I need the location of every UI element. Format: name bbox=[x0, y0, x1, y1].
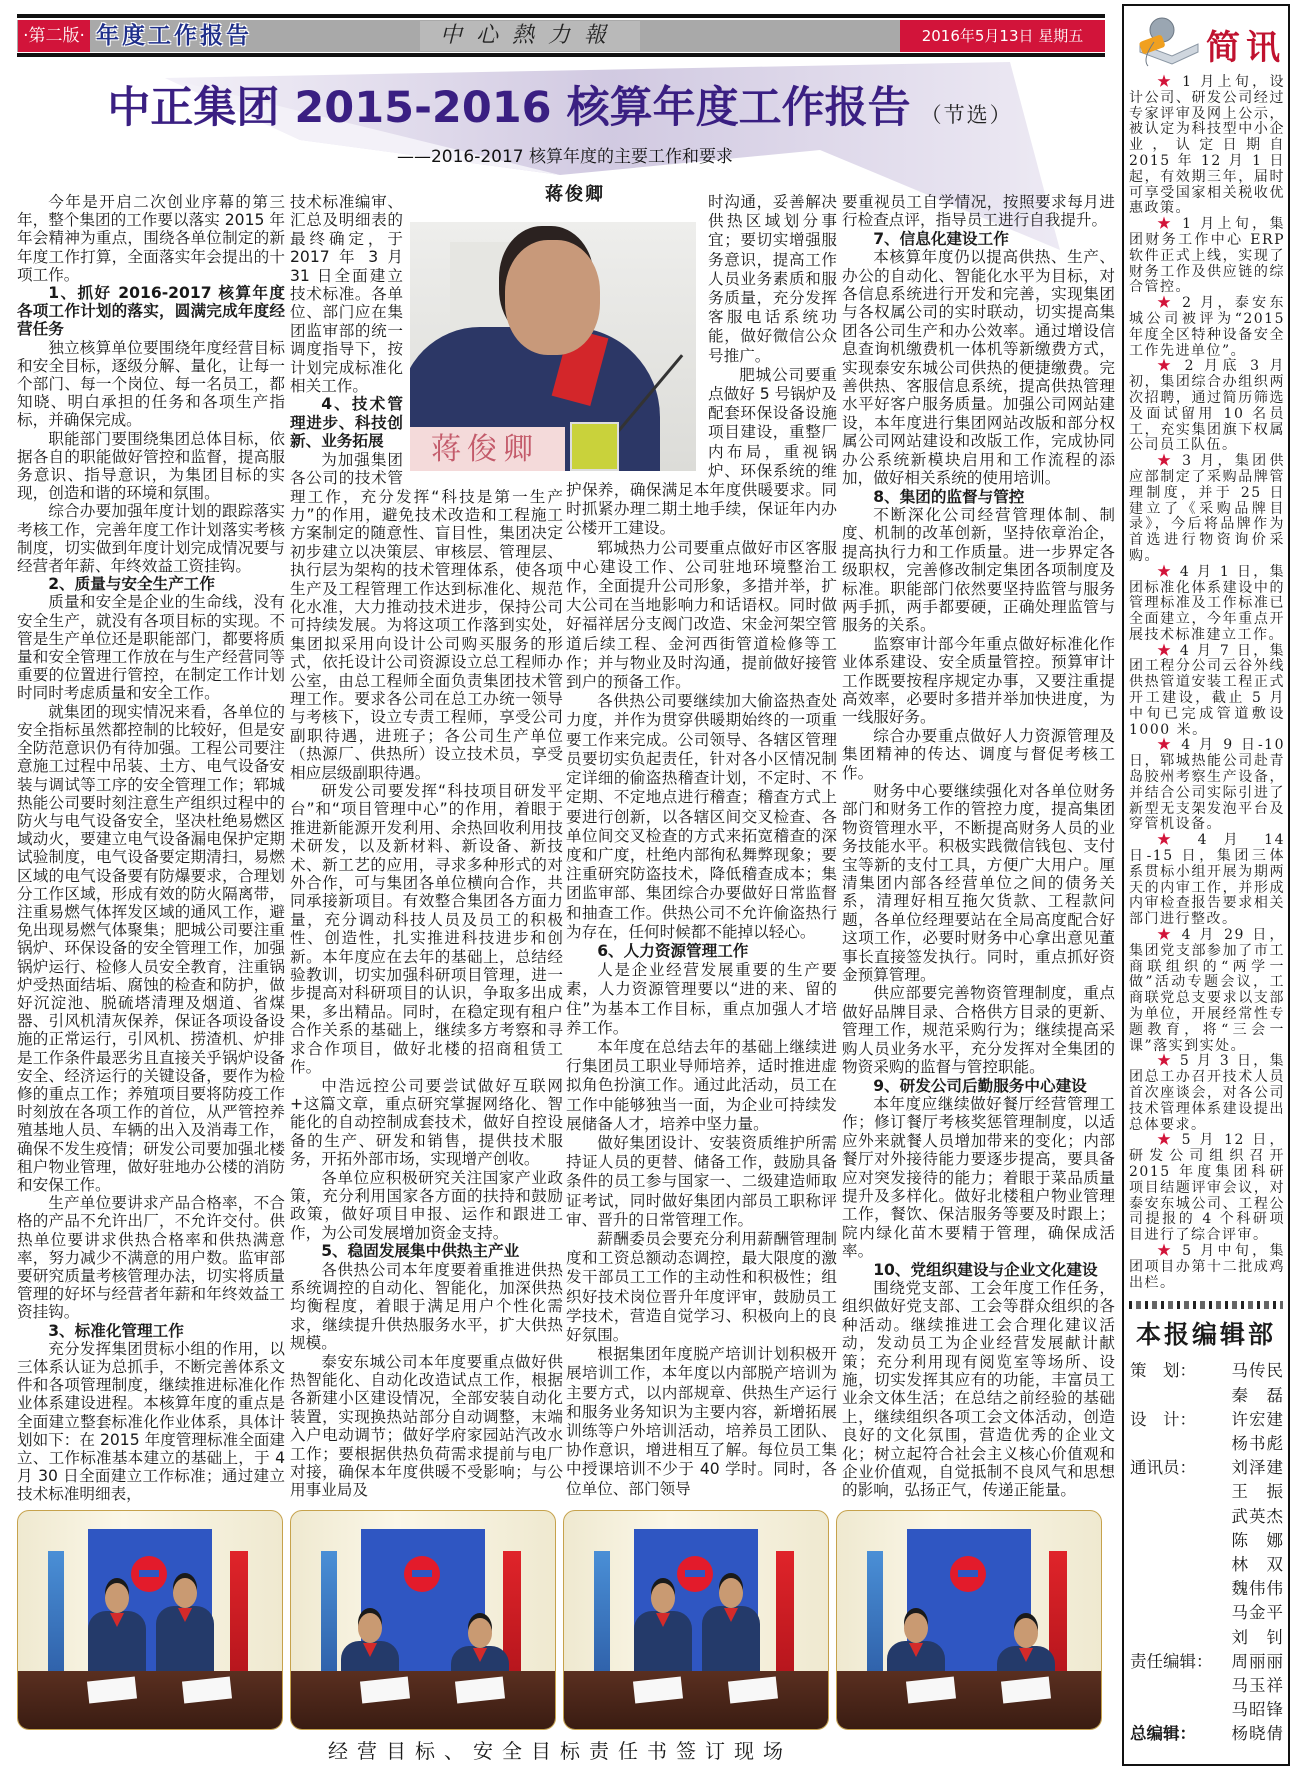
conference-desk bbox=[291, 1671, 555, 1729]
editorial-role: 责任编辑： bbox=[1130, 1651, 1213, 1671]
paragraph: 本年度在总结去年的基础上继续进行集团员工职业导师培养，适时推进虚拟角色扮演工作。通过此活动，员工在工作中能够独当一面，为企业可持续发展储备人才，培养中坚力量。 bbox=[566, 1037, 837, 1133]
star-icon: ★ bbox=[1157, 1242, 1183, 1259]
section-heading: 8、集团的监督与管控 bbox=[873, 487, 1025, 506]
paragraph: 中浩远控公司要尝试做好互联网+这篇文章，重点研究掌握网络化、智能化的自动控制成套技术，做好自控设备的生产、研发和销售，提供技术服务，开拓外部市场，实现增产创收。 bbox=[290, 1076, 563, 1169]
news-brief-sidebar bbox=[1122, 4, 1290, 1766]
issue-date: 2016年5月13日 星期五 bbox=[900, 20, 1105, 52]
company-logo bbox=[404, 1556, 440, 1592]
conference-desk bbox=[564, 1671, 828, 1729]
signing-photo bbox=[17, 1510, 283, 1730]
news-brief-item bbox=[1129, 738, 1285, 833]
news-brief-item bbox=[1129, 928, 1285, 1054]
national-flag bbox=[776, 1551, 794, 1681]
editor-name: 马传民 bbox=[1231, 1361, 1284, 1381]
paragraph: 质量和安全是企业的生命线，没有安全生产，就没有各项目标的实现。不管是生产单位还是职能部门，都要将质量和安全管理工作放在与生产经营同等重要的位置进行管控，在制定工作计划时同时考虑质量和安全工作。 bbox=[17, 593, 285, 703]
news-brief-text: 1 月上旬，集团财务工作中心 ERP 软件正式上线，实现了财务工作及供应链的综合管控。 bbox=[1129, 216, 1285, 296]
editorial-role: 总编辑： bbox=[1130, 1724, 1196, 1744]
news-brief-text: 2 月底 3 月初，集团综合办组织两次招聘，通过简历筛选及面试留用 10 名员工，充实集团旗下权属公司员工队伍。 bbox=[1129, 358, 1285, 454]
editor-name: 马昭锋 bbox=[1231, 1700, 1284, 1720]
news-brief-item bbox=[1129, 454, 1285, 565]
conference-desk bbox=[18, 1671, 282, 1729]
signing-photo bbox=[836, 1510, 1102, 1730]
section-heading: 1、抓好 2016-2017 核算年度各项工作计划的落实，圆满完成年度经营任务 bbox=[17, 284, 285, 339]
news-brief-text: 5 月 12 日，研发公司组织召开 2015 年度集团科研项目结题评审会议，对泰安东城公司、工程公司提报的 4 个科研项目进行了综合评审。 bbox=[1129, 1132, 1286, 1244]
news-brief-item bbox=[1129, 833, 1285, 928]
news-brief-item bbox=[1129, 217, 1285, 296]
news-brief-text: 3 月，集团供应部制定了采购品牌管理制度，并于 25 日建立了《采购品牌目录》，今后将品牌作为首选进行物资询价采购。 bbox=[1129, 453, 1285, 564]
paragraph: 各单位应积极研究关注国家产业政策，充分利用国家各方面的扶持和鼓励政策，做好项目申报、运作和跟进工作，为公司发展增加资金支持。 bbox=[290, 1168, 563, 1242]
editor-name: 杨晓倩 bbox=[1231, 1724, 1284, 1744]
speaker-head bbox=[505, 240, 600, 355]
section-heading: 6、人力资源管理工作 bbox=[597, 941, 749, 960]
star-icon: ★ bbox=[1157, 1053, 1180, 1070]
paragraph: 本核算年度仍以提高供热、生产、办公的自动化、智能化水平为目标，对各信息系统进行开发和完善，实现集团与各权属公司的实时联动，切实提高集团各公司生产和办公效率。通过增设信息查询机缴费机一体机等新缴费方式，实现泰安东城公司供热的便捷缴费。完善供热、客服信息系统，提高供热管理水平好客户服务质量。加强公司网站建设，本年度进行集团网站改版和部分权属公司网站建设和改版工作，完成协同办公系统新模块启用和工作流程的添加，做好相关系统的使用培训。 bbox=[842, 248, 1115, 488]
paragraph: 各供热公司本年度要着重推进供热系统调控的自动化、智能化，加深供热均衡程度，着眼于满足用户个性化需求，继续提升供热服务水平，扩大供热规模。 bbox=[290, 1260, 563, 1353]
paragraph: 职能部门要围绕集团总体目标，依据各自的职能做好管控和监督，提高服务意识、指导意识，为集团目标的实现，创造和谐的环境和氛围。 bbox=[17, 429, 285, 503]
editor-name: 王 振 bbox=[1231, 1482, 1284, 1502]
star-icon: ★ bbox=[1157, 74, 1183, 90]
paragraph: 郓城热力公司要重点做好市区客服中心建设工作、公司驻地环境整治工作，全面提升公司形象，多措并举，扩大公司在当地影响力和话语权。同时做好福祥居分支阀门改造、宋金河架空管道后续工程、金河西街管道检修等工作；并与物业及时沟通，提前做好接管到户的预备工作。 bbox=[566, 538, 837, 692]
news-brief-text: 4 月 9 日-10 日，郓城热能公司赴青岛胶州考察生产设备，并结合公司实际引进了新型无支架发泡平台及穿管机设备。 bbox=[1129, 737, 1285, 833]
editor-name: 秦 磊 bbox=[1231, 1385, 1284, 1405]
article-title bbox=[60, 82, 1060, 141]
news-brief-item bbox=[1129, 359, 1285, 454]
star-icon: ★ bbox=[1157, 216, 1183, 233]
editor-name: 魏伟伟 bbox=[1231, 1579, 1284, 1599]
paragraph: 围绕党支部、工会年度工作任务，组织做好党支部、工会等群众组织的各种活动。继续推进工会合理化建议活动，发动员工为企业经营发展献计献策；充分利用现有阅览室等场所、设施，切实发挥其应有的功能，丰富员工业余文体生活；在总结之前经验的基础上，继续组织各项工会文体活动，创造良好的文化氛围，营造优秀的企业文化；树立起符合社会主义核心价值观和企业价值观，自觉抵制不良风气和思想的影响，弘扬正气，传递正能量。 bbox=[842, 1278, 1115, 1500]
editor-name: 武英杰 bbox=[1231, 1506, 1284, 1526]
sidebar-content bbox=[1124, 6, 1288, 1747]
editorial-names bbox=[1218, 1650, 1284, 1723]
section-heading: 10、党组织建设与企业文化建设 bbox=[873, 1260, 1098, 1279]
editor-name: 杨书彪 bbox=[1231, 1433, 1284, 1453]
news-brief-text: 2 月，泰安东城公司被评为“2015 年度全区特种设备安全工作先进单位”。 bbox=[1129, 295, 1285, 359]
flag bbox=[321, 1551, 337, 1681]
star-icon: ★ bbox=[1157, 737, 1182, 754]
news-brief-text: 4 月 14 日-15 日，集团三体系贯标小组开展为期两天的内审工作，并形成内审检查报告要求相关部门进行整改。 bbox=[1129, 832, 1286, 928]
news-brief-item bbox=[1129, 1244, 1285, 1291]
editorial-board-list bbox=[1130, 1359, 1284, 1746]
editorial-row bbox=[1130, 1650, 1284, 1723]
editor-name: 马金平 bbox=[1231, 1603, 1284, 1623]
section-heading: 2、质量与安全生产工作 bbox=[48, 575, 215, 594]
signing-photo bbox=[290, 1510, 556, 1730]
flag bbox=[594, 1551, 610, 1681]
article-column-4 bbox=[842, 193, 1115, 1500]
news-brief-text: 5 月 3 日，集团总工办召开技术人员首次座谈会，对各公司技术管理体系建设提出总体要求。 bbox=[1129, 1053, 1285, 1133]
paragraph: 为加强集团各公司的技术管理工作，充分发挥“科技是第一生产力”的作用，避免技术改造和工程施工方案制定的随意性、盲目性，集团决定初步建立以决策层、审核层、管理层、执行层为架构的技术管理体系，使各项生产及工程管理工作达到标准化、规范化水准，大力推动技术进步，保持公司可持续发展。为将这项工作落到实处，集团拟采用向设计公司购买服务的形式，依托设计公司资源设立总工程师办公室，由总工程师全面负责集团技术管理工作。要求各公司在总工办统一领导与考核下，设立专责工程师，享受公司副职待遇，进班子；各公司生产单位（热源厂、供热所）设立技术员，享受相应层级副职待遇。 bbox=[290, 450, 563, 782]
star-icon: ★ bbox=[1157, 927, 1182, 944]
paragraph: 监察审计部今年重点做好标准化作业体系建设、安全质量管控。预算审计工作既要按程序规定办事，又要注重提高效率，必要时多措并举加快进度，为一线服好务。 bbox=[842, 634, 1115, 727]
news-brief-text: 4 月 7 日，集团工程分公司云谷外线供热管道安装工程正式开工建设，截止 5 月中旬已完成管道敷设 1000 米。 bbox=[1129, 642, 1285, 738]
section-heading: 5、稳固发展集中供热主产业 bbox=[321, 1242, 520, 1261]
paragraph: 肥城公司要重点做好 5 号锅炉及配套环保设备设施项目建设，重整厂内布局，重视锅炉、环保系统的维护保养，确保满足本年度供暖要求。同时抓紧办理二期土地手续，保证年内办公楼开工建设。 bbox=[566, 365, 837, 538]
paragraph: 时沟通，妥善解决供热区域划分事宜；要切实增强服务意识，提高工作人员业务素质和服务质量，充分发挥客服电话系统功能，做好微信公众号推广。 bbox=[708, 193, 837, 365]
editorial-names bbox=[1218, 1722, 1284, 1746]
news-microphone-icon bbox=[1132, 14, 1202, 69]
editorial-names bbox=[1218, 1456, 1284, 1650]
news-brief-item bbox=[1129, 1054, 1285, 1133]
editor-name: 陈 娜 bbox=[1231, 1530, 1284, 1550]
editor-name: 刘泽建 bbox=[1231, 1458, 1284, 1478]
news-brief-item bbox=[1129, 644, 1285, 739]
editorial-row bbox=[1130, 1456, 1284, 1650]
article-subtitle: ——2016-2017 核算年度的主要工作和要求 bbox=[396, 147, 734, 167]
news-brief-item bbox=[1129, 75, 1285, 217]
paragraph: 财务中心要继续强化对各单位财务部门和财务工作的管控力度，提高集团物资管理水平，不断提高财务人员的业务技能水平。积极实践微信钱包、支付宝等新的支付工具，方便广大用户。厘清集团内部各经营单位之间的债务关系，清理好相互拖欠货款、工程款问题，各单位经理要站在全局高度配合好这项工作，必要时财务中心拿出意见董事长直接签发执行。同时，重点抓好资金预算管理。 bbox=[842, 782, 1115, 985]
paragraph: 技术标准编审、汇总及明细表的最终确定，于 2017 年 3 月 31 日全面建立技术标准。各单位、部门应在集团监审部的统一调度指导下，按计划完成标准化相关工作。 bbox=[290, 193, 403, 396]
company-logo bbox=[677, 1556, 713, 1592]
editor-name: 许宏建 bbox=[1231, 1409, 1284, 1429]
title-text: 中正集团 2015-2016 核算年度工作报告 bbox=[107, 83, 911, 133]
news-brief-text: 4 月 1 日，集团标准化体系建设中的管理标准及工作标准已全面建立，今年重点开展技术标准建立工作。 bbox=[1129, 563, 1285, 643]
star-icon: ★ bbox=[1157, 295, 1183, 312]
editor-name: 马玉祥 bbox=[1231, 1676, 1284, 1695]
paragraph: 充分发挥集团贯标小组的作用，以三体系认证为总抓手，不断完善体系文件和各项管理制度，继续推进标准化作业体系建设进程。本核算年度的重点是全面建立整套标准化作业体系，具体计划如下：在 2015 年度管理标准全面建立、工作标准基本建立的基础上，于 4 月 30 日全面建立工作标准；通过建立技术标准明细表， bbox=[17, 1339, 285, 1504]
news-brief-text: 4 月 29 日，集团党支部参加了市工商联组织的“两学一做”活动专题会议，工商联党总支要求以支部为单位，开展经常性专题教育，将“三会一课”落实到实处。 bbox=[1129, 927, 1286, 1054]
news-brief-item bbox=[1129, 296, 1285, 359]
paragraph: 独立核算单位要围绕年度经营目标和安全目标，逐级分解、量化，让每一个部门、每一个岗位、每一名员工，都知晓、明白承担的任务和各项生产指标，并确保完成。 bbox=[17, 338, 285, 430]
editorial-role: 策 划： bbox=[1130, 1361, 1196, 1381]
paragraph: 根据集团年度脱产培训计划积极开展培训工作，本年度以内部脱产培训为主要方式，以内部规章、供热生产运行和服务业务知识为主要内容，新增拓展训练等户外培训活动，培养员工团队、协作意识，增进相互了解。每位员工集中授课培训不少于 40 学时。同时，各位单位、部门领导 bbox=[566, 1345, 837, 1498]
paragraph: 就集团的现实情况来看，各单位的安全指标虽然都控制的比较好，但是安全防范意识仍有待加强。工程公司要注意施工过程中吊装、土方、电气设备安装与调试等工序的安全管理工作；郓城热能公司要时刻注意生产组织过程中的防火与电气设备安全，坚决杜绝易燃区域动火，要建立电气设备漏电保护定期试验制度，电气设备要定期清扫，易燃区域的电气设备要有防爆要求，合理划分工作区域，形成有效的防火隔离带，注重易燃气体挥发区域的通风工作，避免出现易燃气体聚集；肥城公司要注重锅炉、环保设备的安全管理工作，加强锅炉运行、检修人员安全教育，注重锅炉受热面结垢、腐蚀的检查和防护，做好沉淀池、脱硫塔清理及烟道、省煤器、引风机清灰保养，保证各项设备设施的正常运行，引风机、捞渣机、炉排是工作条件最恶劣且直接关乎锅炉设备安全、经济运行的关键设备，要作为检修的重点工作；养殖项目要将防疫工作时刻放在各项工作的首位，从严管控养殖基地人员、车辆的出入及消毒工作，确保不发生疫情；研发公司要加强北楼租户物业管理，做好驻地办公楼的消防和安保工作。 bbox=[17, 702, 285, 1194]
newspaper-masthead: 中心熱力報 bbox=[420, 21, 640, 51]
author-portrait-photo bbox=[410, 222, 696, 471]
paragraph: 泰安东城公司本年度要重点做好供热智能化、自动化改造试点工作，根据各新建小区建设情况，全部安装自动化装置，实现换热站部分自动调整，末端入户电动调节；做好学府家园站汽改水工作；要根据供热负荷需求提前与电厂对接，确保本年度供暖不受影响；与公用事业局及 bbox=[290, 1352, 563, 1500]
tea-cup bbox=[570, 422, 619, 471]
paragraph: 供应部要完善物资管理制度，重点做好品牌目录、合格供方目录的更新、管理工作，规范采购行为；继续提高采购人员业务水平，充分发挥对全集团的物资采购的监督与管控职能。 bbox=[842, 984, 1115, 1077]
company-logo bbox=[131, 1556, 167, 1592]
editorial-row bbox=[1130, 1408, 1284, 1456]
news-brief-item bbox=[1129, 1133, 1285, 1244]
editor-name: 周丽丽 bbox=[1231, 1651, 1284, 1671]
decorative-divider bbox=[1129, 1301, 1283, 1309]
news-brief-text: 5 月中旬，集团项目办第十二批成鸡出栏。 bbox=[1129, 1242, 1285, 1291]
section-heading: 7、信息化建设工作 bbox=[873, 229, 1009, 248]
editor-name: 刘 钊 bbox=[1231, 1627, 1284, 1647]
section-heading: 4、技术管理进步、科技创新、业务拓展 bbox=[290, 395, 403, 451]
section-title: 年度工作报告 bbox=[96, 23, 252, 49]
paragraph: 本年度应继续做好餐厅经营管理工作；修订餐厅考核奖惩管理制度，以适应外来就餐人员增加带来的变化；内部餐厅对外接待能力要逐步提高，要具备应对突发接待的能力；着眼于菜品质量提升及多样化。做好北楼租户物业管理工作，餐饮、保洁服务等要及时跟上；院内绿化苗木要精于管理，确保成活率。 bbox=[842, 1094, 1115, 1261]
sidebar-header bbox=[1132, 14, 1286, 69]
star-icon: ★ bbox=[1157, 453, 1183, 470]
paragraph: 不断深化公司经营管理体制、制度、机制的改革创新，坚持依章治企，提高执行力和工作质量。进一步界定各级职权，完善修改制定集团各项制度及标准。职能部门依然要坚持监管与服务两手抓，两手都要硬，正确处理监管与服务的关系。 bbox=[842, 505, 1115, 635]
editorial-row bbox=[1130, 1722, 1284, 1746]
paragraph: 今年是开启二次创业序幕的第三年，整个集团的工作要以落实 2015 年年会精神为重点，围绕各单位制定的新年度工作打算，全面落实年会提出的十项工作。 bbox=[17, 193, 285, 284]
company-logo bbox=[950, 1556, 986, 1592]
news-brief-list bbox=[1129, 75, 1285, 1291]
nameplate: 蒋俊卿 bbox=[410, 427, 565, 471]
paragraph: 要重视员工自学情况，按照要求每月进行检查点评，指导员工进行自我提升。 bbox=[842, 193, 1115, 230]
editor-name: 林 双 bbox=[1231, 1554, 1284, 1574]
star-icon: ★ bbox=[1157, 642, 1180, 659]
article-author: 蒋俊卿 bbox=[545, 184, 605, 205]
editorial-names bbox=[1218, 1408, 1284, 1456]
news-brief-item bbox=[1129, 565, 1285, 644]
paragraph: 综合办要加强年度计划的跟踪落实考核工作，完善年度工作计划落实考核制度，切实做到年度计划完成情况要与经营者年薪、年终效益工资挂钩。 bbox=[17, 502, 285, 576]
paragraph: 综合办要重点做好人力资源管理及集团精神的传达、调度与督促考核工作。 bbox=[842, 726, 1115, 782]
paragraph: 各供热公司要继续加大偷盗热查处力度，并作为贯穿供暖期始终的一项重要工作来完成。公司领导、各辖区管理员要切实负起责任，针对各小区情况制定详细的偷盗热稽查计划，不定时、不定期、不定地点进行稽查；稽查方式上要进行创新，以各辖区间交叉检查、各单位间交叉检查的方式来拓宽稽查的深度和广度，杜绝内部徇私舞弊现象；要注重研究防盗技术，降低稽查成本；集团监审部、集团综合办要做好日常监督和抽查工作。供热公司不允许偷盗热行为存在，任何时候都不能掉以轻心。 bbox=[566, 692, 837, 941]
flag bbox=[48, 1551, 64, 1681]
article-column-1 bbox=[17, 193, 285, 1504]
editorial-role: 设 计： bbox=[1130, 1409, 1196, 1429]
section-heading: 3、标准化管理工作 bbox=[48, 1321, 184, 1340]
editorial-names bbox=[1218, 1359, 1284, 1407]
paragraph: 薪酬委员会要充分利用薪酬管理制度和工资总额动态调控，最大限度的激发干部员工工作的主动性和积极性；组织好技术岗位晋升年度评审，鼓励员工学技术，营造自觉学习、积极向上的良好氛围。 bbox=[566, 1229, 837, 1344]
signing-photo bbox=[563, 1510, 829, 1730]
paragraph: 做好集团设计、安装资质维护所需持证人员的更替、储备工作，鼓励具备条件的员工参与国家一、二级建造师取证考试，同时做好集团内部员工职称评审、晋升的日常管理工作。 bbox=[566, 1133, 837, 1229]
sidebar-title: 简讯 bbox=[1206, 28, 1286, 68]
national-flag bbox=[230, 1551, 248, 1681]
paragraph: 研发公司要发挥“科技项目研发平台”和“项目管理中心”的作用，着眼于推进新能源开发利用、余热回收利用技术研发，以及新材料、新设备、新技术、新工艺的应用，寻求多种形式的对外合作，可与集团各单位横向合作，共同承接新项目。有效整合集团各方面力量，充分调动科技人员及员工的积极性、创造性，扎实推进科技进步和创新。本年度应在去年的基础上，总结经验教训，切实加强科研项目管理，进一步提高对科研项目的认识，争取多出成果，多出精品。同时，在稳定现有租户合作关系的基础上，继续多方考察和寻求合作项目，做好北楼的招商租赁工作。 bbox=[290, 782, 563, 1077]
star-icon: ★ bbox=[1157, 832, 1198, 849]
star-icon: ★ bbox=[1157, 358, 1185, 375]
paragraph: 人是企业经营发展重要的生产要素，人力资源管理要以“进的来、留的住”为基本工作目标，重点加强人才培养工作。 bbox=[566, 961, 837, 1037]
news-brief-text: 1 月上旬，设计公司、研发公司经过专家评审及网上公示，被认定为科技型中小企业，认定日期自 2015 年 12 月 1 日起，有效期三年，届时可享受国家相关税收优惠政策。 bbox=[1129, 74, 1285, 217]
editorial-board-title: 本报编辑部 bbox=[1135, 1320, 1276, 1350]
edition-label: ·第二版· bbox=[18, 20, 90, 52]
section-heading: 9、研发公司后勤服务中心建设 bbox=[873, 1076, 1087, 1095]
conference-desk bbox=[837, 1671, 1101, 1729]
photo-caption: 经营目标、安全目标责任书签订现场 bbox=[328, 1739, 792, 1763]
flag bbox=[867, 1551, 883, 1681]
editorial-role: 通讯员： bbox=[1130, 1458, 1196, 1478]
paragraph: 生产单位要讲求产品合格率，不合格的产品不允许出厂，不允许交付。供热单位要讲求供热合格率和供热满意率，努力减少不满意的用户数。监审部要研究质量考核管理办法，切实将质量管理的好坏与经营者年薪和年终效益工资挂钩。 bbox=[17, 1194, 285, 1322]
star-icon: ★ bbox=[1157, 563, 1180, 580]
editorial-row bbox=[1130, 1359, 1284, 1407]
star-icon: ★ bbox=[1157, 1132, 1182, 1149]
title-suffix: （节选） bbox=[920, 103, 1013, 127]
